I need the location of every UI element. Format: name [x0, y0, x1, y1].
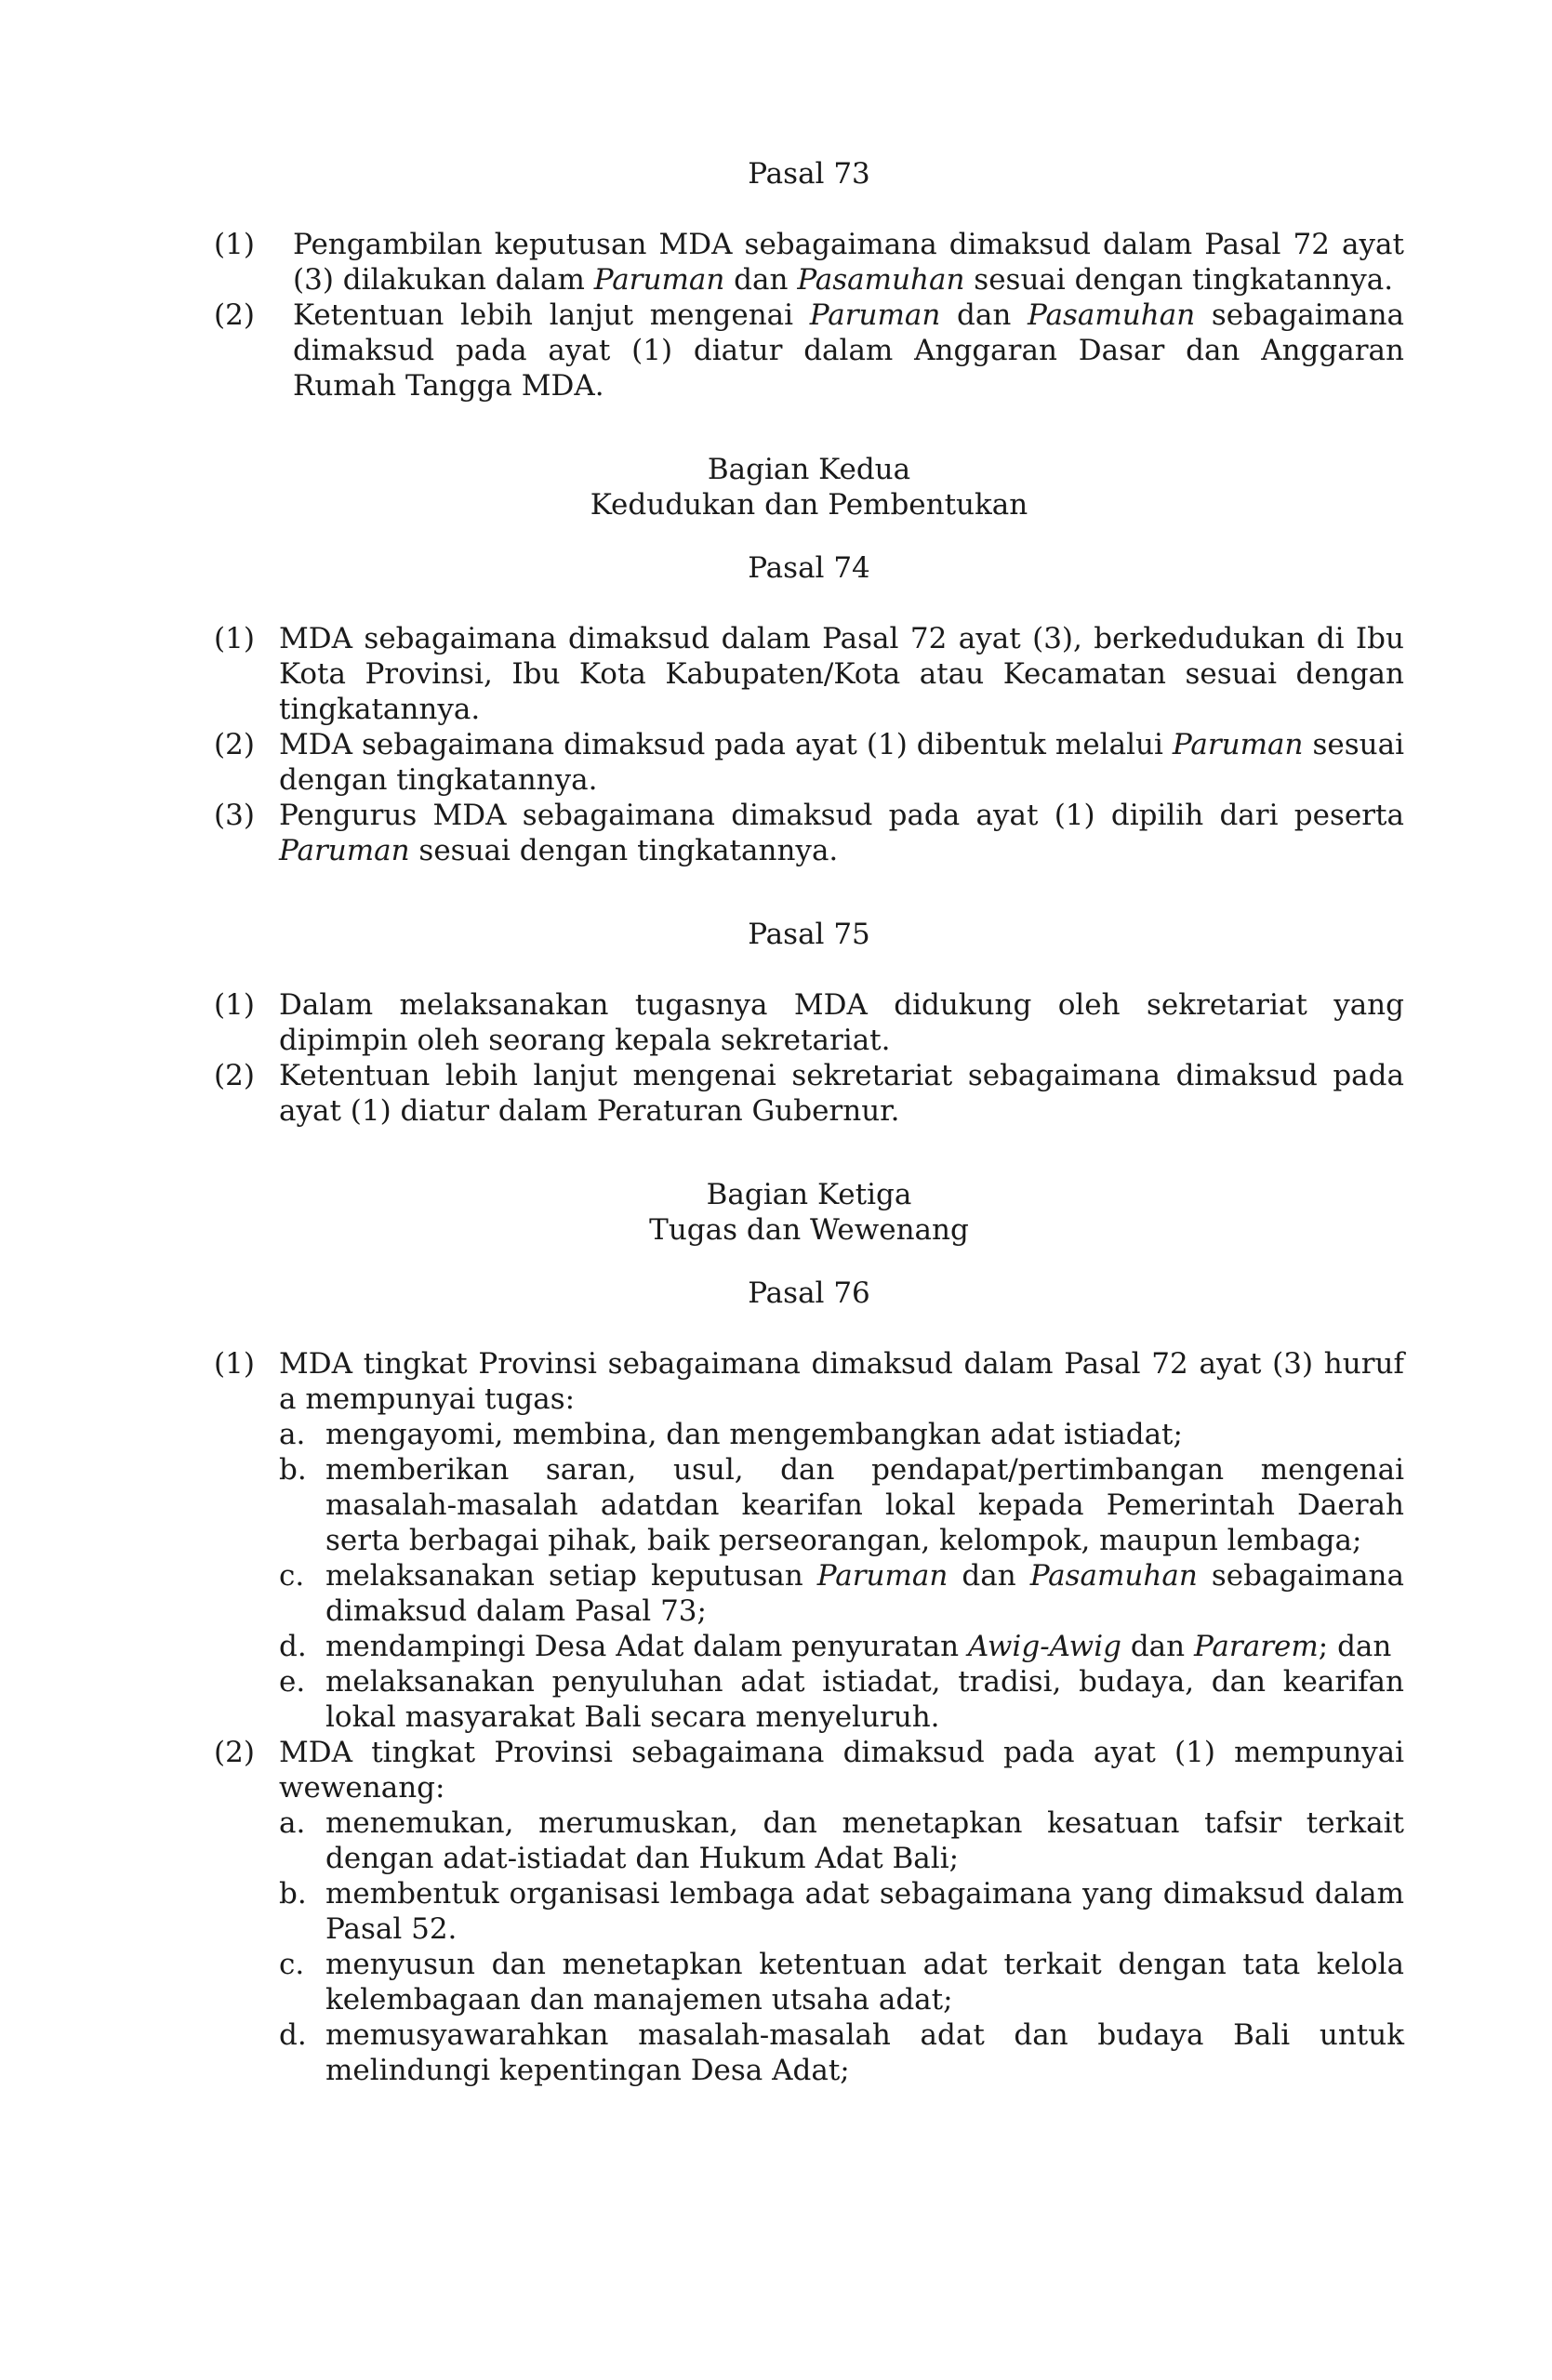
sub-item-text: memberikan saran, usul, dan pendapat/pertimbangan mengenai masalah-masalah adatdan kearifan lokal kepada Pemerintah Daerah serta berbagai pihak, baik perseorangan, kelompok, maupun lembaga;: [325, 1453, 1404, 1557]
sub-item-c: [279, 1558, 1404, 1629]
ayat-intro: MDA tingkat Provinsi sebagaimana dimaksud pada ayat (1) mempunyai wewenang:: [279, 1736, 1404, 1805]
pasal-74-ayat-2: [214, 727, 1404, 798]
ayat-number: (1): [214, 622, 255, 655]
italic-term: Paruman: [816, 1559, 948, 1593]
sub-item-e: [279, 1664, 1404, 1735]
text-span: dan: [1121, 1630, 1194, 1663]
text-span: sebagaimana dimaksud dalam Pasal 73;: [325, 1559, 1405, 1628]
sub-item-text: melaksanakan penyuluhan adat istiadat, tradisi, budaya, dan kearifan lokal masyarakat Bali secara menyeluruh.: [325, 1665, 1404, 1734]
ayat-text: [293, 227, 1404, 298]
pasal-76-ayat-2: [214, 1735, 1404, 2088]
pasal-74-ayat-3: [214, 798, 1404, 868]
ayat-number: (2): [214, 1736, 255, 1769]
italic-term: Paruman: [593, 263, 725, 297]
pasal-75-ayat-1: [214, 987, 1404, 1058]
sub-item-text: menyusun dan menetapkan ketentuan adat terkait dengan tata kelola kelembagaan dan manajemen utsaha adat;: [325, 1948, 1404, 2016]
sub-item-letter: a.: [279, 1418, 306, 1451]
ayat-text: [279, 1346, 1404, 1735]
ayat-intro: MDA tingkat Provinsi sebagaimana dimaksud dalam Pasal 72 ayat (3) huruf a mempunyai tugas:: [279, 1347, 1404, 1416]
text-span: Pengurus MDA sebagaimana dimaksud pada ayat (1) dipilih dari peserta: [279, 799, 1404, 832]
ayat-number: (3): [214, 799, 255, 832]
sub-item-d: [279, 1629, 1404, 1664]
pasal-73-ayat-1: [214, 227, 1404, 298]
sub-item-a: [279, 1417, 1404, 1452]
text-span: dan: [948, 1559, 1030, 1593]
italic-term: Paruman: [279, 834, 410, 867]
sub-item-letter: d.: [279, 2018, 307, 2052]
ayat-number: (2): [214, 1059, 255, 1092]
sub-item-b: [279, 1876, 1404, 1947]
italic-term: Pararem: [1193, 1630, 1319, 1663]
text-span: sesuai dengan tingkatannya.: [964, 263, 1394, 297]
pasal-74-title: Pasal 74: [748, 551, 870, 585]
sub-item-text: menemukan, merumuskan, dan menetapkan kesatuan tafsir terkait dengan adat-istiadat dan Hukum Adat Bali;: [325, 1806, 1404, 1875]
ayat-number: (1): [214, 988, 255, 1022]
bagian-title: Bagian Kedua: [707, 453, 911, 486]
pasal-73-ayat-2: [214, 298, 1404, 403]
sub-item-text: mengayomi, membina, dan mengembangkan adat istiadat;: [325, 1418, 1183, 1451]
ayat-number: (1): [214, 228, 255, 261]
sub-item-letter: d.: [279, 1630, 307, 1663]
ayat-number: (1): [214, 1347, 255, 1381]
italic-term: Paruman: [1172, 728, 1304, 761]
ayat-text: Dalam melaksanakan tugasnya MDA didukung oleh sekretariat yang dipimpin oleh seorang kepala sekretariat.: [279, 988, 1404, 1057]
text-span: Pengambilan keputusan MDA sebagaimana dimaksud dalam Pasal 72 ayat (3) dilakukan dalam: [293, 228, 1404, 297]
italic-term: Pasamuhan: [1028, 298, 1196, 332]
italic-term: Pasamuhan: [797, 263, 965, 297]
text-span: sesuai dengan tingkatannya.: [409, 834, 839, 867]
sub-item-a: [279, 1805, 1404, 1876]
text-span: melaksanakan setiap keputusan: [325, 1559, 817, 1593]
bagian-subtitle: Kedudukan dan Pembentukan: [590, 488, 1028, 522]
sub-item-list: [279, 1805, 1404, 2088]
sub-item-text: membentuk organisasi lembaga adat sebagaimana yang dimaksud dalam Pasal 52.: [325, 1877, 1404, 1946]
sub-item-text: [325, 1558, 1404, 1629]
ayat-text: [279, 1735, 1404, 2088]
sub-item-c: [279, 1947, 1404, 2017]
text-span: MDA sebagaimana dimaksud pada ayat (1) dibentuk melalui: [279, 728, 1173, 761]
pasal-76-ayat-1: [214, 1346, 1404, 1735]
sub-item-letter: c.: [279, 1559, 305, 1593]
sub-item-letter: e.: [279, 1665, 306, 1699]
text-span: sesuai dengan tingkatannya.: [279, 728, 1404, 797]
ayat-number: (2): [214, 298, 255, 332]
sub-item-letter: a.: [279, 1806, 306, 1840]
text-span: ; dan: [1318, 1630, 1392, 1663]
sub-item-b: [279, 1452, 1404, 1558]
sub-item-letter: b.: [279, 1877, 307, 1911]
ayat-text: [293, 298, 1404, 403]
bagian-subtitle: Tugas dan Wewenang: [649, 1213, 969, 1247]
text-span: Ketentuan lebih lanjut mengenai: [293, 298, 810, 332]
sub-item-list: [279, 1417, 1404, 1735]
document-content: [214, 156, 1404, 2088]
italic-term: Awig-Awig: [967, 1630, 1121, 1663]
sub-item-text: memusyawarahkan masalah-masalah adat dan budaya Bali untuk melindungi kepentingan Desa Adat;: [325, 2018, 1404, 2087]
ayat-text: Ketentuan lebih lanjut mengenai sekretariat sebagaimana dimaksud pada ayat (1) diatur dalam Peraturan Gubernur.: [279, 1059, 1404, 1128]
pasal-75-title: Pasal 75: [748, 918, 870, 951]
text-span: dan: [940, 298, 1028, 332]
bagian-kedua-heading: [214, 452, 1404, 522]
ayat-text: [279, 798, 1404, 868]
bagian-title: Bagian Ketiga: [706, 1178, 912, 1211]
ayat-text: MDA sebagaimana dimaksud dalam Pasal 72 ayat (3), berkedudukan di Ibu Kota Provinsi, Ibu Kota Kabupaten/Kota atau Kecamatan sesuai dengan tingkatannya.: [279, 622, 1404, 726]
sub-item-letter: b.: [279, 1453, 307, 1487]
italic-term: Pasamuhan: [1029, 1559, 1198, 1593]
bagian-ketiga-heading: [214, 1177, 1404, 1248]
text-span: sebagaimana dimaksud pada ayat (1) diatur dalam Anggaran Dasar dan Anggaran Rumah Tangga MDA.: [293, 298, 1405, 403]
ayat-text: [279, 727, 1404, 798]
ayat-number: (2): [214, 728, 255, 761]
pasal-73-title: Pasal 73: [748, 157, 870, 191]
pasal-74-ayat-1: [214, 621, 1404, 727]
text-span: dan: [724, 263, 798, 297]
pasal-76-title: Pasal 76: [748, 1276, 870, 1310]
italic-term: Paruman: [809, 298, 941, 332]
sub-item-text: [325, 1629, 1404, 1664]
sub-item-letter: c.: [279, 1948, 305, 1981]
text-span: mendampingi Desa Adat dalam penyuratan: [325, 1630, 968, 1663]
sub-item-d: [279, 2017, 1404, 2088]
pasal-75-ayat-2: [214, 1058, 1404, 1129]
